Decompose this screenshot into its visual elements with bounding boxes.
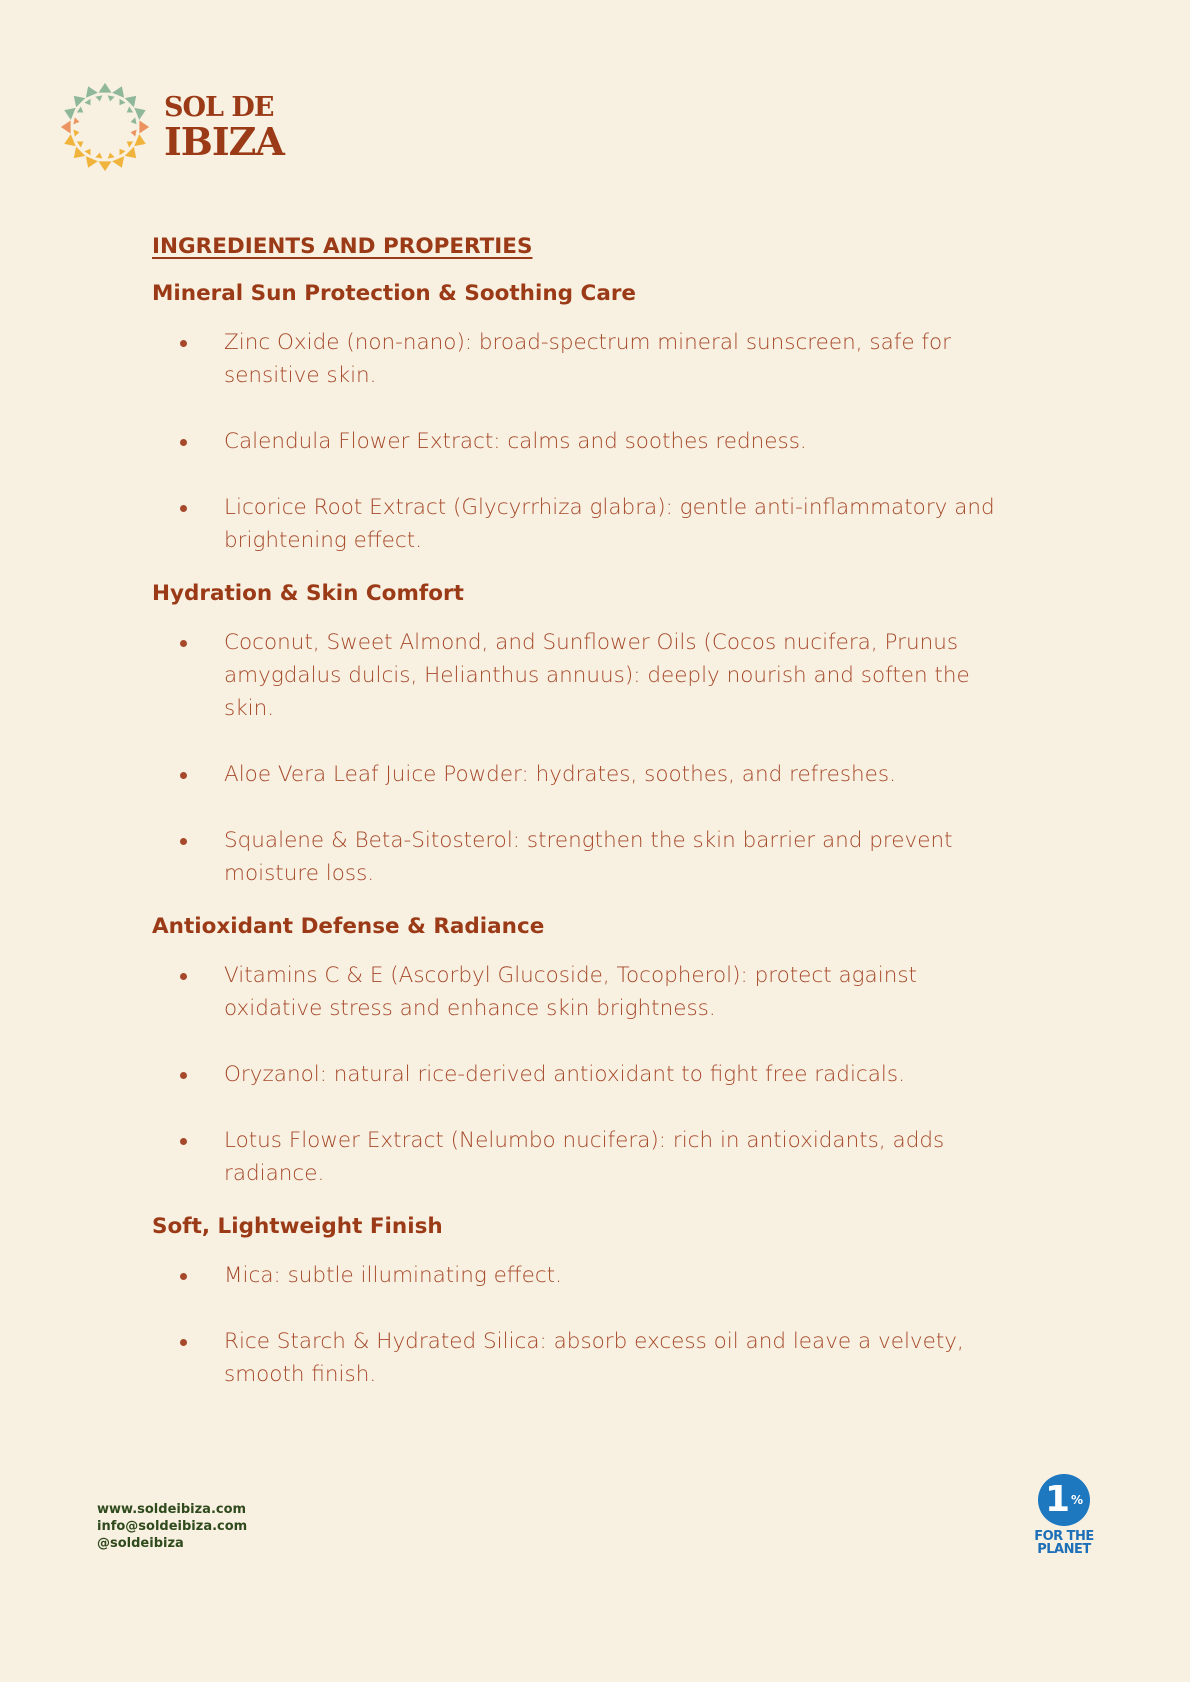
bullet-icon [180, 838, 187, 845]
page-title: INGREDIENTS AND PROPERTIES [152, 234, 533, 259]
bullet-icon [180, 1138, 187, 1145]
sun-ray-triangle [99, 161, 112, 171]
badge-percent: % [1071, 1493, 1084, 1507]
brand-logo [60, 82, 284, 172]
sun-ray-triangle [125, 91, 141, 107]
sun-ray-triangle [130, 117, 137, 125]
social-handle[interactable]: @soldeibiza [97, 1536, 184, 1551]
ingredients-document [152, 234, 1082, 1415]
bullet-icon [180, 340, 187, 347]
section-heading: Soft, Lightweight Finish [152, 1214, 443, 1239]
ingredient-list [152, 1259, 1082, 1391]
section-heading: Hydration & Skin Comfort [152, 581, 464, 606]
bullet-icon [180, 505, 187, 512]
badge-line2: PLANET [1037, 1542, 1091, 1557]
list-item-text: Vitamins C & E (Ascorbyl Glucoside, Tocopherol): protect against oxidative stress and enhance skin brightness. [224, 963, 917, 1021]
list-item-text: Licorice Root Extract (Glycyrrhiza glabra): gentle anti-inflammatory and brightening effect. [224, 495, 995, 553]
sun-ray-triangle [69, 91, 85, 107]
brand-line2: IBIZA [164, 118, 284, 164]
globe-icon [1038, 1474, 1090, 1526]
ingredient-list [152, 626, 1082, 890]
bullet-icon [180, 1273, 187, 1280]
sun-ray-triangle [112, 84, 128, 98]
list-item [152, 1259, 1004, 1292]
sun-ray-triangle [95, 95, 103, 102]
sun-ray-triangle [77, 107, 85, 116]
one-percent-for-the-planet-logo [1028, 1474, 1100, 1556]
footer-contact [97, 1501, 247, 1552]
sun-ray-triangle [61, 121, 71, 134]
sun-ray-triangle [107, 95, 115, 102]
sun-icon [60, 82, 150, 172]
list-item-text: Calendula Flower Extract: calms and soothes redness. [224, 429, 807, 454]
list-item [152, 1124, 1004, 1190]
email-link[interactable]: info@soldeibiza.com [97, 1519, 248, 1534]
sun-ray-triangle [73, 129, 80, 137]
badge-line1: FOR THE [1034, 1529, 1094, 1544]
list-item-text: Lotus Flower Extract (Nelumbo nucifera): rich in antioxidants, adds radiance. [224, 1128, 945, 1186]
sun-ray-triangle [73, 117, 80, 125]
sun-ray-triangle [82, 156, 98, 170]
sun-ray-triangle [85, 99, 94, 107]
list-item [152, 824, 1004, 890]
list-item-text: Zinc Oxide (non-nano): broad-spectrum mineral sunscreen, safe for sensitive skin. [224, 330, 951, 388]
list-item [152, 491, 1004, 557]
brand-wordmark [164, 91, 284, 164]
list-item-text: Coconut, Sweet Almond, and Sunflower Oils (Cocos nucifera, Prunus amygdalus dulcis, Helianthus annuus): deeply nourish and soften the skin. [224, 630, 970, 721]
sections [152, 281, 1082, 1391]
bullet-icon [180, 772, 187, 779]
list-item-text: Squalene & Beta-Sitosterol: strengthen the skin barrier and prevent moisture loss. [224, 828, 953, 886]
sun-ray-triangle [139, 121, 149, 134]
list-item-text: Mica: subtle illuminating effect. [224, 1263, 562, 1288]
bullet-icon [180, 640, 187, 647]
sun-ray-triangle [85, 147, 94, 155]
sun-ray-triangle [95, 152, 103, 159]
list-item-text: Aloe Vera Leaf Juice Powder: hydrates, soothes, and refreshes. [224, 762, 896, 787]
sun-ray-triangle [69, 147, 85, 163]
list-item [152, 1325, 1004, 1391]
sun-ray-triangle [125, 139, 133, 148]
list-item [152, 626, 1004, 725]
sun-ray-triangle [99, 83, 112, 93]
list-item-text: Oryzanol: natural rice-derived antioxidant to fight free radicals. [224, 1062, 905, 1087]
ingredient-list [152, 326, 1082, 557]
sun-ray-triangle [77, 139, 85, 148]
sun-ray-triangle [62, 104, 76, 120]
bullet-icon [180, 1072, 187, 1079]
list-item [152, 425, 1004, 458]
brand-line1: SOL DE [164, 91, 274, 123]
list-item [152, 758, 1004, 791]
sun-ray-triangle [125, 107, 133, 116]
ingredient-list [152, 959, 1082, 1190]
sun-ray-triangle [107, 152, 115, 159]
sun-ray-triangle [125, 147, 141, 163]
list-item [152, 1058, 1004, 1091]
sun-ray-triangle [117, 99, 126, 107]
sun-ray-triangle [62, 134, 76, 150]
list-item [152, 959, 1004, 1025]
list-item-text: Rice Starch & Hydrated Silica: absorb excess oil and leave a velvety, smooth finish. [224, 1329, 964, 1387]
sun-ray-triangle [82, 84, 98, 98]
sun-ray-triangle [130, 129, 137, 137]
bullet-icon [180, 973, 187, 980]
list-item [152, 326, 1004, 392]
bullet-icon [180, 439, 187, 446]
section-heading: Antioxidant Defense & Radiance [152, 914, 545, 939]
sun-ray-triangle [117, 147, 126, 155]
sun-ray-triangle [112, 156, 128, 170]
badge-number: 1 [1044, 1479, 1071, 1520]
section-heading: Mineral Sun Protection & Soothing Care [152, 281, 637, 306]
website-link[interactable]: www.soldeibiza.com [97, 1502, 247, 1517]
bullet-icon [180, 1339, 187, 1346]
sun-ray-triangle [134, 104, 148, 120]
sun-ray-triangle [134, 134, 148, 150]
